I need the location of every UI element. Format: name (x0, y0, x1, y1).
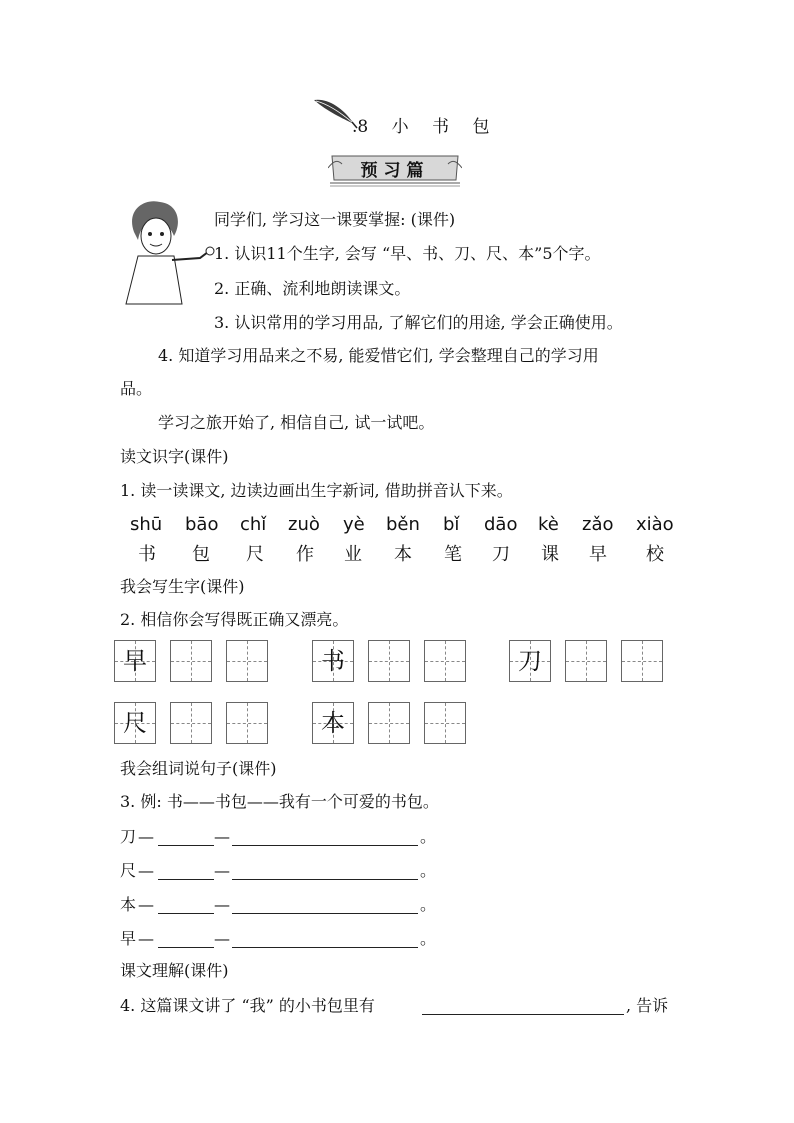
goal-2: 2. 正确、流利地朗读课文。 (214, 279, 411, 298)
pinyin-item: yè (343, 514, 365, 535)
hanzi-item: 业 (344, 544, 362, 565)
fill-row-dash: — (214, 929, 230, 948)
goal-1: 1. 认识11个生字, 会写 “早、书、刀、尺、本”5个字。 (214, 244, 601, 263)
section-heading: 课文理解(课件) (120, 961, 229, 980)
writing-box-model (114, 640, 156, 682)
fill-row-char: 刀 (120, 827, 137, 846)
pinyin-item: shū (130, 514, 163, 535)
writing-box[interactable] (368, 640, 410, 682)
model-char: 本 (321, 709, 345, 737)
writing-box-model (312, 640, 354, 682)
pinyin-item: xiào (636, 514, 674, 535)
pinyin-item: chǐ (240, 514, 267, 535)
question-3: 3. 例: 书——书包——我有一个可爱的书包。 (120, 792, 439, 811)
lesson-number: .8 (352, 117, 369, 137)
pinyin-item: bāo (185, 514, 219, 535)
model-char: 刀 (518, 647, 542, 675)
writing-box-model (114, 702, 156, 744)
answer-blank-word[interactable] (158, 912, 214, 914)
hanzi-item: 刀 (492, 544, 510, 565)
fill-row-char: 本 (120, 895, 137, 914)
fill-row-end: 。 (420, 929, 437, 948)
title-char: 书 (432, 117, 450, 137)
answer-blank-sentence[interactable] (232, 878, 418, 880)
intro-closing: 学习之旅开始了, 相信自己, 试一试吧。 (158, 413, 435, 432)
model-char: 尺 (123, 709, 147, 737)
writing-box-model (312, 702, 354, 744)
hanzi-item: 尺 (246, 544, 264, 565)
lesson-title (352, 112, 507, 137)
section-heading: 我会组词说句子(课件) (120, 759, 277, 778)
hanzi-item: 作 (296, 544, 314, 565)
hanzi-item: 本 (394, 544, 412, 565)
pinyin-item: běn (386, 514, 420, 535)
banner-label: 预习篇 (360, 161, 430, 181)
model-char: 早 (123, 647, 147, 675)
title-char: 小 (391, 117, 409, 137)
question-4: 4. 这篇课文讲了 “我” 的小书包里有 (120, 996, 375, 1015)
answer-blank-word[interactable] (158, 946, 214, 948)
pinyin-item: bǐ (443, 514, 460, 535)
answer-blank-q4[interactable] (422, 1013, 624, 1015)
fill-row-dash: — (214, 895, 230, 914)
goal-3: 3. 认识常用的学习用品, 了解它们的用途, 学会正确使用。 (214, 313, 623, 332)
fill-row-end: 。 (420, 827, 437, 846)
writing-box[interactable] (621, 640, 663, 682)
answer-blank-word[interactable] (158, 844, 214, 846)
teacher-illustration (116, 196, 216, 306)
hanzi-item: 包 (192, 544, 210, 565)
question-2: 2. 相信你会写得既正确又漂亮。 (120, 610, 349, 629)
pinyin-item: dāo (484, 514, 518, 535)
goal-4: 4. 知道学习用品来之不易, 能爱惜它们, 学会整理自己的学习用 (158, 346, 599, 365)
model-char: 书 (321, 647, 345, 675)
hanzi-item: 课 (541, 544, 559, 565)
writing-box[interactable] (424, 702, 466, 744)
fill-row-dash: — (138, 861, 154, 880)
answer-blank-sentence[interactable] (232, 844, 418, 846)
writing-box[interactable] (170, 640, 212, 682)
fill-row-dash: — (138, 895, 154, 914)
title-char: 包 (472, 117, 490, 137)
fill-row-end: 。 (420, 895, 437, 914)
intro-lead: 同学们, 学习这一课要掌握: (课件) (214, 210, 456, 229)
pinyin-item: zǎo (582, 514, 614, 535)
answer-blank-word[interactable] (158, 878, 214, 880)
pinyin-item: kè (538, 514, 559, 535)
hanzi-item: 笔 (444, 544, 462, 565)
writing-box[interactable] (565, 640, 607, 682)
question-1: 1. 读一读课文, 边读边画出生字新词, 借助拼音认下来。 (120, 481, 513, 500)
writing-box[interactable] (170, 702, 212, 744)
fill-row-char: 早 (120, 929, 137, 948)
answer-blank-sentence[interactable] (232, 912, 418, 914)
fill-row-dash: — (138, 929, 154, 948)
pinyin-item: zuò (288, 514, 320, 535)
fill-row-dash: — (138, 827, 154, 846)
writing-box[interactable] (226, 640, 268, 682)
fill-row-char: 尺 (120, 861, 137, 880)
fill-row-end: 。 (420, 861, 437, 880)
hanzi-item: 校 (646, 544, 664, 565)
section-heading: 读文识字(课件) (120, 447, 229, 466)
writing-box[interactable] (424, 640, 466, 682)
answer-blank-sentence[interactable] (232, 946, 418, 948)
fill-row-dash: — (214, 827, 230, 846)
writing-box[interactable] (226, 702, 268, 744)
goal-4-cont: 品。 (120, 379, 153, 398)
question-4-end: , 告诉 (626, 996, 669, 1015)
writing-box[interactable] (368, 702, 410, 744)
fill-row-dash: — (214, 861, 230, 880)
hanzi-item: 书 (138, 544, 156, 565)
writing-box-model (509, 640, 551, 682)
hanzi-item: 早 (589, 544, 607, 565)
section-heading: 我会写生字(课件) (120, 577, 245, 596)
